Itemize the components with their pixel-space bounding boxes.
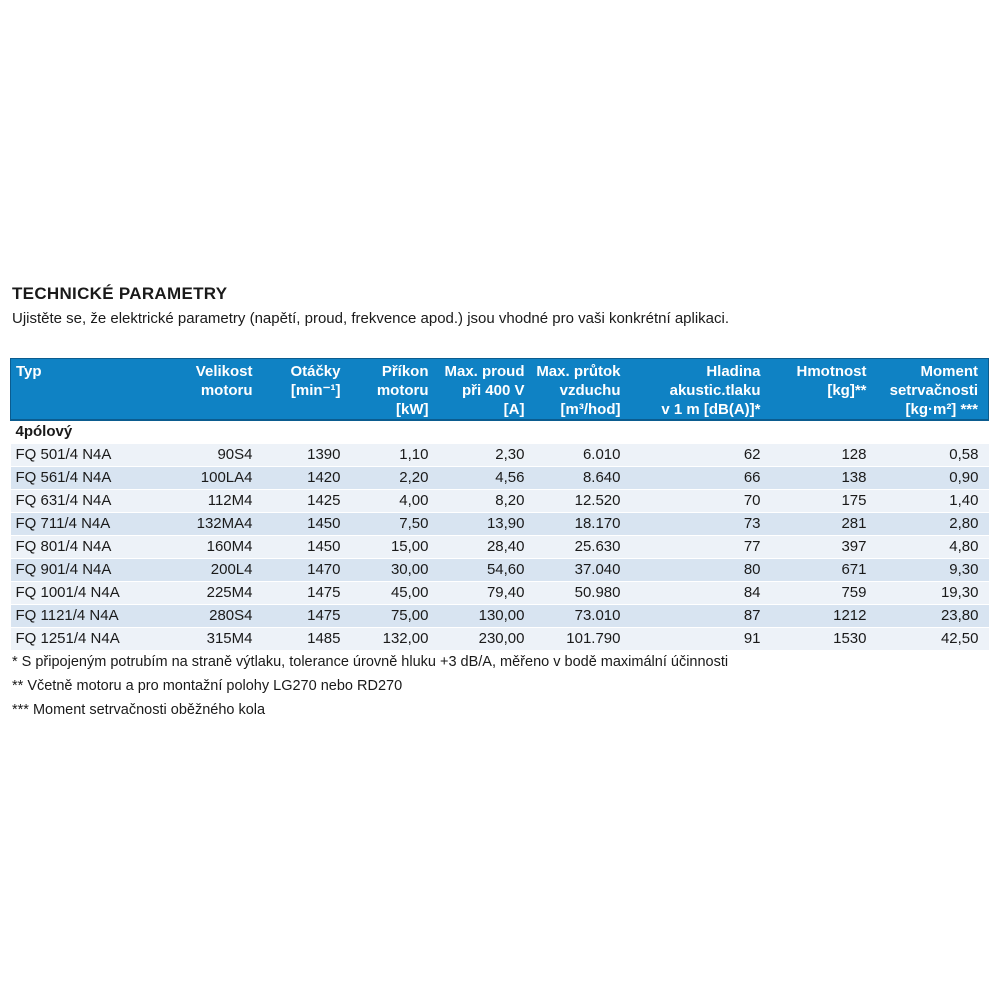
cell-max-prutok: 8.640 bbox=[525, 467, 621, 490]
cell-hmotnost: 128 bbox=[761, 444, 867, 467]
cell-max-proud: 8,20 bbox=[429, 490, 525, 513]
cell-typ: FQ 711/4 N4A bbox=[11, 513, 165, 536]
header-line: Příkon bbox=[381, 363, 429, 380]
header-line: [kg]** bbox=[827, 382, 867, 399]
header-line: setrvačnosti bbox=[889, 382, 978, 399]
cell-velikost-motoru: 225M4 bbox=[165, 582, 253, 605]
cell-otacky: 1450 bbox=[253, 513, 341, 536]
cell-max-prutok: 6.010 bbox=[525, 444, 621, 467]
footnotes bbox=[12, 650, 728, 722]
cell-velikost-motoru: 200L4 bbox=[165, 559, 253, 582]
col-header-otacky bbox=[253, 359, 341, 421]
cell-velikost-motoru: 132MA4 bbox=[165, 513, 253, 536]
header-line: Max. proud bbox=[444, 363, 525, 380]
header-line: [m³/hod] bbox=[560, 401, 621, 418]
header-line: motoru bbox=[200, 382, 253, 399]
cell-typ: FQ 561/4 N4A bbox=[11, 467, 165, 490]
cell-hladina: 66 bbox=[621, 467, 761, 490]
cell-moment: 1,40 bbox=[867, 490, 989, 513]
cell-otacky: 1475 bbox=[253, 605, 341, 628]
cell-typ: FQ 1001/4 N4A bbox=[11, 582, 165, 605]
header-line: Moment bbox=[920, 363, 978, 380]
header-line: [A] bbox=[503, 401, 525, 418]
header-line: vzduchu bbox=[559, 382, 621, 399]
cell-otacky: 1470 bbox=[253, 559, 341, 582]
cell-moment: 9,30 bbox=[867, 559, 989, 582]
cell-hladina: 62 bbox=[621, 444, 761, 467]
header-line: akustic.tlaku bbox=[669, 382, 761, 399]
cell-hmotnost: 138 bbox=[761, 467, 867, 490]
header-line: Hladina bbox=[706, 363, 761, 380]
cell-max-proud: 28,40 bbox=[429, 536, 525, 559]
footnote-1: * S připojeným potrubím na straně výtlaku, tolerance úrovně hluku +3 dB/A, měřeno v bodě maximální účinnosti bbox=[12, 654, 729, 670]
footnote-3: *** Moment setrvačnosti oběžného kola bbox=[12, 702, 266, 718]
cell-hladina: 91 bbox=[621, 628, 761, 651]
header-line: [kg·m²] *** bbox=[905, 401, 978, 418]
col-header-velikost-motoru bbox=[165, 359, 253, 421]
cell-otacky: 1475 bbox=[253, 582, 341, 605]
cell-max-proud: 54,60 bbox=[429, 559, 525, 582]
cell-max-prutok: 18.170 bbox=[525, 513, 621, 536]
cell-max-proud: 4,56 bbox=[429, 467, 525, 490]
cell-max-prutok: 101.790 bbox=[525, 628, 621, 651]
cell-hladina: 73 bbox=[621, 513, 761, 536]
col-header-prikon-motoru bbox=[341, 359, 429, 421]
cell-velikost-motoru: 90S4 bbox=[165, 444, 253, 467]
cell-max-proud: 230,00 bbox=[429, 628, 525, 651]
cell-moment: 4,80 bbox=[867, 536, 989, 559]
cell-velikost-motoru: 280S4 bbox=[165, 605, 253, 628]
table-row bbox=[11, 605, 989, 628]
cell-hladina: 70 bbox=[621, 490, 761, 513]
cell-otacky: 1390 bbox=[253, 444, 341, 467]
header-line: Hmotnost bbox=[796, 363, 867, 380]
cell-prikon-motoru: 4,00 bbox=[341, 490, 429, 513]
parameters-table-container bbox=[10, 358, 988, 651]
section-label: 4pólový bbox=[11, 420, 989, 444]
cell-velikost-motoru: 160M4 bbox=[165, 536, 253, 559]
header-line: Typ bbox=[16, 363, 42, 380]
header-row bbox=[11, 359, 989, 421]
cell-prikon-motoru: 2,20 bbox=[341, 467, 429, 490]
cell-moment: 2,80 bbox=[867, 513, 989, 536]
cell-prikon-motoru: 7,50 bbox=[341, 513, 429, 536]
cell-moment: 19,30 bbox=[867, 582, 989, 605]
header-line: [min⁻¹] bbox=[290, 382, 341, 399]
cell-typ: FQ 901/4 N4A bbox=[11, 559, 165, 582]
table-row bbox=[11, 490, 989, 513]
cell-typ: FQ 801/4 N4A bbox=[11, 536, 165, 559]
page-title: TECHNICKÉ PARAMETRY bbox=[12, 284, 228, 303]
cell-max-proud: 13,90 bbox=[429, 513, 525, 536]
header-line: při 400 V bbox=[461, 382, 525, 399]
cell-otacky: 1420 bbox=[253, 467, 341, 490]
col-header-max-proud bbox=[429, 359, 525, 421]
col-header-moment-setrvacnosti bbox=[867, 359, 989, 421]
col-header-hladina-akustickeho-tlaku bbox=[621, 359, 761, 421]
cell-hmotnost: 1212 bbox=[761, 605, 867, 628]
cell-prikon-motoru: 45,00 bbox=[341, 582, 429, 605]
header-line: Velikost bbox=[195, 363, 253, 380]
header-line: motoru bbox=[376, 382, 429, 399]
cell-prikon-motoru: 1,10 bbox=[341, 444, 429, 467]
cell-hmotnost: 1530 bbox=[761, 628, 867, 651]
cell-moment: 23,80 bbox=[867, 605, 989, 628]
cell-hmotnost: 671 bbox=[761, 559, 867, 582]
table-row bbox=[11, 582, 989, 605]
cell-typ: FQ 1251/4 N4A bbox=[11, 628, 165, 651]
cell-prikon-motoru: 30,00 bbox=[341, 559, 429, 582]
cell-velikost-motoru: 100LA4 bbox=[165, 467, 253, 490]
table-row bbox=[11, 444, 989, 467]
page-subtitle: Ujistěte se, že elektrické parametry (napětí, proud, frekvence apod.) jsou vhodné pro vaši konkrétní aplikaci. bbox=[12, 310, 730, 327]
cell-prikon-motoru: 75,00 bbox=[341, 605, 429, 628]
header-line: Otáčky bbox=[290, 363, 341, 380]
cell-hladina: 77 bbox=[621, 536, 761, 559]
cell-max-prutok: 50.980 bbox=[525, 582, 621, 605]
cell-typ: FQ 501/4 N4A bbox=[11, 444, 165, 467]
cell-hmotnost: 175 bbox=[761, 490, 867, 513]
cell-max-proud: 2,30 bbox=[429, 444, 525, 467]
cell-prikon-motoru: 132,00 bbox=[341, 628, 429, 651]
col-header-max-prutok bbox=[525, 359, 621, 421]
header-line: v 1 m [dB(A)]* bbox=[661, 401, 761, 418]
header-line: Max. průtok bbox=[536, 363, 621, 380]
cell-hmotnost: 397 bbox=[761, 536, 867, 559]
cell-hladina: 84 bbox=[621, 582, 761, 605]
cell-max-prutok: 12.520 bbox=[525, 490, 621, 513]
table-header bbox=[11, 359, 989, 421]
cell-otacky: 1425 bbox=[253, 490, 341, 513]
cell-prikon-motoru: 15,00 bbox=[341, 536, 429, 559]
cell-velikost-motoru: 112M4 bbox=[165, 490, 253, 513]
cell-hmotnost: 281 bbox=[761, 513, 867, 536]
cell-max-prutok: 37.040 bbox=[525, 559, 621, 582]
cell-max-proud: 79,40 bbox=[429, 582, 525, 605]
table-row bbox=[11, 467, 989, 490]
cell-max-proud: 130,00 bbox=[429, 605, 525, 628]
cell-moment: 0,58 bbox=[867, 444, 989, 467]
cell-max-prutok: 25.630 bbox=[525, 536, 621, 559]
table-row bbox=[11, 513, 989, 536]
col-header-typ bbox=[11, 359, 165, 421]
cell-otacky: 1450 bbox=[253, 536, 341, 559]
cell-hladina: 80 bbox=[621, 559, 761, 582]
table-row bbox=[11, 559, 989, 582]
cell-velikost-motoru: 315M4 bbox=[165, 628, 253, 651]
table-row bbox=[11, 628, 989, 651]
cell-moment: 0,90 bbox=[867, 467, 989, 490]
col-header-hmotnost bbox=[761, 359, 867, 421]
cell-typ: FQ 1121/4 N4A bbox=[11, 605, 165, 628]
cell-max-prutok: 73.010 bbox=[525, 605, 621, 628]
section-row bbox=[11, 420, 989, 444]
cell-hmotnost: 759 bbox=[761, 582, 867, 605]
parameters-table bbox=[10, 358, 989, 651]
cell-hladina: 87 bbox=[621, 605, 761, 628]
footnote-2: ** Včetně motoru a pro montažní polohy LG270 nebo RD270 bbox=[12, 678, 403, 694]
cell-otacky: 1485 bbox=[253, 628, 341, 651]
header-line: [kW] bbox=[396, 401, 429, 418]
table-body bbox=[11, 420, 989, 651]
table-row bbox=[11, 536, 989, 559]
cell-moment: 42,50 bbox=[867, 628, 989, 651]
cell-typ: FQ 631/4 N4A bbox=[11, 490, 165, 513]
